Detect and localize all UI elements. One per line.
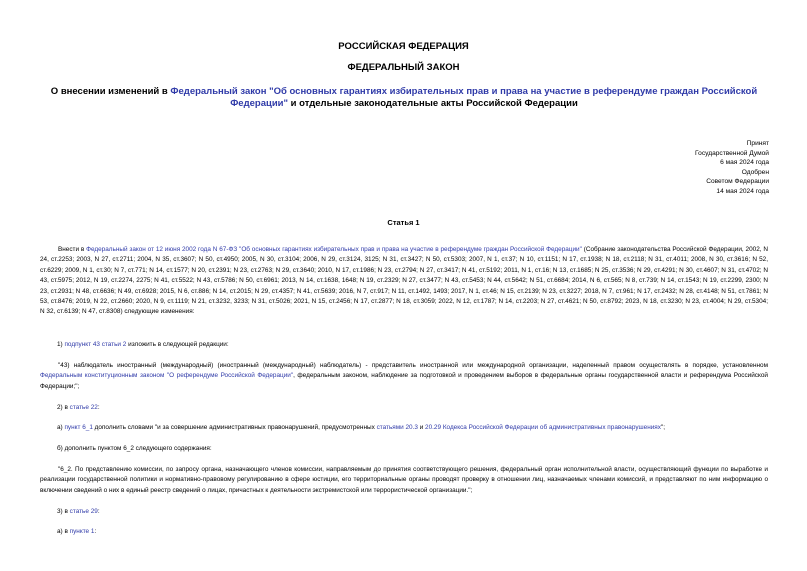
intro-law-link[interactable]: Федеральный закон от 12 июня 2002 года N 67-ФЗ "Об основных гарантиях избирательных прав и права на участие в референдуме граждан Российской Федерации" xyxy=(86,246,582,253)
item-2 xyxy=(57,403,100,413)
item-2-prefix: 2) в xyxy=(57,404,70,411)
adopted-by: Государственной Думой xyxy=(695,149,769,157)
article-heading: Статья 1 xyxy=(387,218,420,227)
item-3-link[interactable]: статье 29 xyxy=(69,508,98,515)
quote-43-part2: , федеральным законом, наблюдение за подготовкой и проведением выборов в федеральные органы государственной власти и референдума Российской Федерации;"; xyxy=(40,372,768,390)
approved-date: 14 мая 2024 года xyxy=(716,187,769,195)
item-3-suffix: : xyxy=(97,508,100,515)
item-3a-prefix: а) в xyxy=(57,528,70,535)
item-3 xyxy=(57,507,100,517)
approved-by: Советом Федерации xyxy=(706,178,769,186)
item-1-suffix: изложить в следующей редакции: xyxy=(126,341,229,348)
title-prefix: О внесении изменений в xyxy=(50,86,171,97)
quote-6-2: "6_2. По представлению комиссии, по запросу органа, назначающего членов комиссии, направляемым до принятия соответствующего решения, федеральный орган исполнительной власти, осуществляющий функции по выработке и реализации государственной политики и нормативно-правовому регулированию в сфере юстиции, его территориальные органы проводят проверку в отношении лиц, назначаемых членами комиссий, и представляют по ним информацию о включении сведений о них в единый реестр сведений о лицах, причастных к деятельности экстремистской или террористической организации."; xyxy=(40,466,768,494)
item-3-prefix: 3) в xyxy=(57,508,70,515)
intro-prefix: Внести в xyxy=(58,246,87,253)
item-2a-link-point[interactable]: пункт 6_1 xyxy=(64,424,93,431)
adopted-date: 6 мая 2024 года xyxy=(720,159,769,167)
item-3a xyxy=(57,527,96,537)
item-2-suffix: : xyxy=(97,404,100,411)
item-2a-and: и xyxy=(417,424,426,431)
item-3a-suffix: : xyxy=(94,528,97,535)
quote-43 xyxy=(40,361,768,392)
adoption-block xyxy=(695,139,769,197)
item-2a-mid: дополнить словами "и за совершение административных правонарушений, предусмотренных xyxy=(92,424,377,431)
item-1 xyxy=(57,340,229,350)
item-2a-link-code[interactable]: 20.29 Кодекса Российской Федерации об административных правонарушениях xyxy=(425,424,661,431)
item-2b: б) дополнить пунктом 6_2 следующего содержания: xyxy=(57,445,212,452)
title-suffix: и отдельные законодательные акты Российской Федерации xyxy=(288,98,578,109)
item-1-link[interactable]: подпункт 43 статьи 2 xyxy=(64,341,127,348)
item-2a-link-article[interactable]: статьями 20.3 xyxy=(376,424,418,431)
item-2a-suffix: "; xyxy=(660,424,665,431)
item-2-link[interactable]: статье 22 xyxy=(69,404,98,411)
intro-paragraph xyxy=(40,245,768,318)
title-law-link[interactable]: Федеральный закон "Об основных гарантиях избирательных прав и права на участие в референдуме граждан Российской Федерации" xyxy=(170,86,758,109)
approved-label: Одобрен xyxy=(741,168,769,176)
item-2a xyxy=(57,423,665,433)
quote-43-link[interactable]: Федеральным конституционным законом "О референдуме Российской Федерации" xyxy=(40,372,294,380)
law-title xyxy=(40,86,768,110)
quote-43-part1: "43) наблюдатель иностранный (международный) (иностранный (международный) наблюдатель) - представитель иностранной или международной организации, наделенный правом осуществлять в порядке, установленном xyxy=(58,362,768,369)
intro-citations: (Собрание законодательства Российской Федерации, 2002, N 24, ст.2253; 2003, N 27, ст.2711; 2004, N 35, ст.3607; N 50, ст.4950; 2005, N 30, ст.3104; 2006, N 29, ст.3124, 3125; N 31, ст.3427; N 50, ст.5303; 2007, N 1, ст.37; N 10, ст.1151; N 17, ст.1938; N 18, ст.2118; N 31, ст.4011; 2008, N 30, ст.3616; N 52, ст.6229; 2009, N 1, ст.30; N 7, ст.771; N 14, ст.1577; N 20, ст.2391; N 23, ст.2763; N 29, ст.3640; 2010, N 17, ст.1986; N 23, ст.2794; N 27, ст.3417; N 41, ст.5192; 2011, N 1, ст.16; N 13, ст.1685; N 25, ст.3536; N 29, ст.4291; N 30, ст.4607; N 31, ст.4702; N 43, ст.5975; 2012, N 19, ст.2274, 2275; N 41, ст.5522; N 43, ст.5786; N 50, ст.6961; 2013, N 14, ст.1638, 1648; N 19, ст.2329; N 27, ст.3477; N 43, ст.5453; N 44, ст.5642; N 51, ст.6684; 2014, N 6, ст.565; N 8, ст.739; N 14, ст.1543; N 19, ст.2299, 2300; N 23, ст.2931; N 48, ст.6636; N 49, ст.6928; 2015, N 6, ст.886; N 14, ст.2015; N 29, ст.4357; N 41, ст.5639; 2016, N 7, ст.917; N 11, ст.1492, 1493; 2017, N 1, ст.46; N 15, ст.2139; N 23, ст.3227; 2018, N 7, ст.961; N 17, ст.2432; N 28, ст.4148; N 51, ст.7861; N 53, ст.8476; 2019, N 22, ст.2660; 2020, N 9, ст.1119; N 21, ст.3232, 3233; N 31, ст.5026; 2021, N 15, ст.2456; N 17, ст.2877; N 18, ст.3059; 2022, N 12, ст.1787; N 14, ст.2203; N 27, ст.4621; N 50, ст.8792; 2023, N 18, ст.3230; N 23, ст.4004; N 29, ст.5304; N 32, ст.6139; N 47, ст.8308) следующие изменения: xyxy=(40,246,769,316)
adopted-label: Принят xyxy=(746,140,769,147)
document-type-heading: ФЕДЕРАЛЬНЫЙ ЗАКОН xyxy=(347,62,460,73)
item-3a-link[interactable]: пункте 1 xyxy=(69,528,95,535)
country-heading: РОССИЙСКАЯ ФЕДЕРАЦИЯ xyxy=(338,41,469,52)
item-2a-prefix: а) xyxy=(57,424,65,431)
item-1-prefix: 1) xyxy=(57,341,65,348)
